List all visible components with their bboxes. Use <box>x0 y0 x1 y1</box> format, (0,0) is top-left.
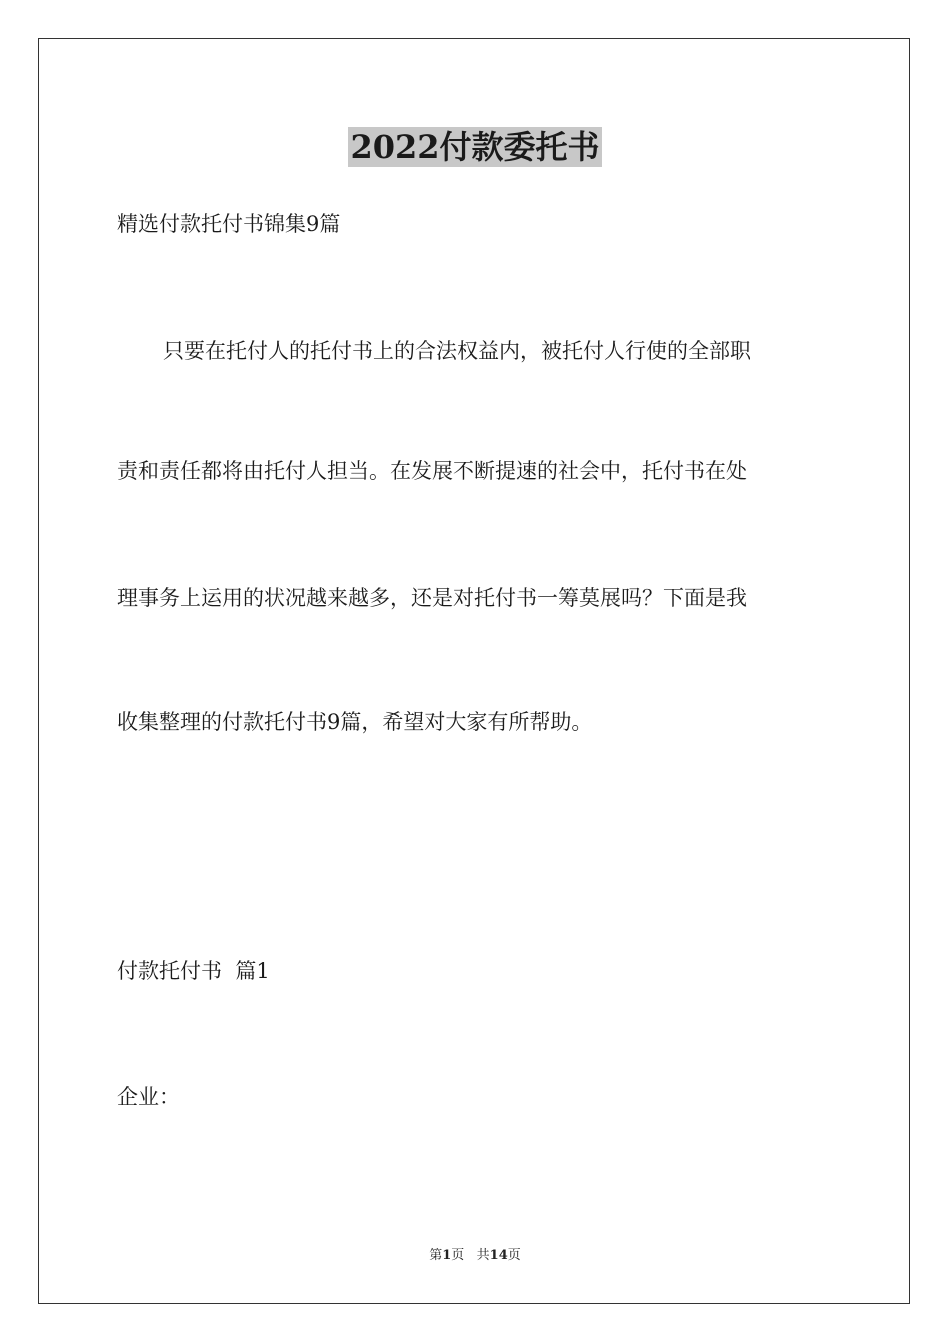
footer-page-mid: 页 共 <box>451 1248 490 1263</box>
section-heading: 付款托付书 篇1 <box>117 959 270 983</box>
title-container <box>0 127 950 167</box>
page-footer <box>0 1247 950 1265</box>
paragraph-line-1: 只要在托付人的托付书上的合法权益内，被托付人行使的全部职 <box>163 339 751 363</box>
paragraph-line-3: 理事务上运用的状况越来越多，还是对托付书一筹莫展吗？下面是我 <box>117 586 747 610</box>
footer-total-pages: 14 <box>489 1248 508 1263</box>
paragraph-line-2: 责和责任都将由托付人担当。在发展不断提速的社会中，托付书在处 <box>117 459 747 483</box>
footer-page-prefix: 第 <box>429 1248 443 1263</box>
paragraph-line-4: 收集整理的付款托付书9篇，希望对大家有所帮助。 <box>117 710 593 734</box>
footer-page-suffix: 页 <box>507 1248 521 1263</box>
company-label: 企业： <box>117 1085 180 1109</box>
footer-current-page: 1 <box>442 1248 452 1263</box>
document-title: 2022付款委托书 <box>350 128 600 166</box>
document-subtitle: 精选付款托付书锦集9篇 <box>117 212 341 236</box>
